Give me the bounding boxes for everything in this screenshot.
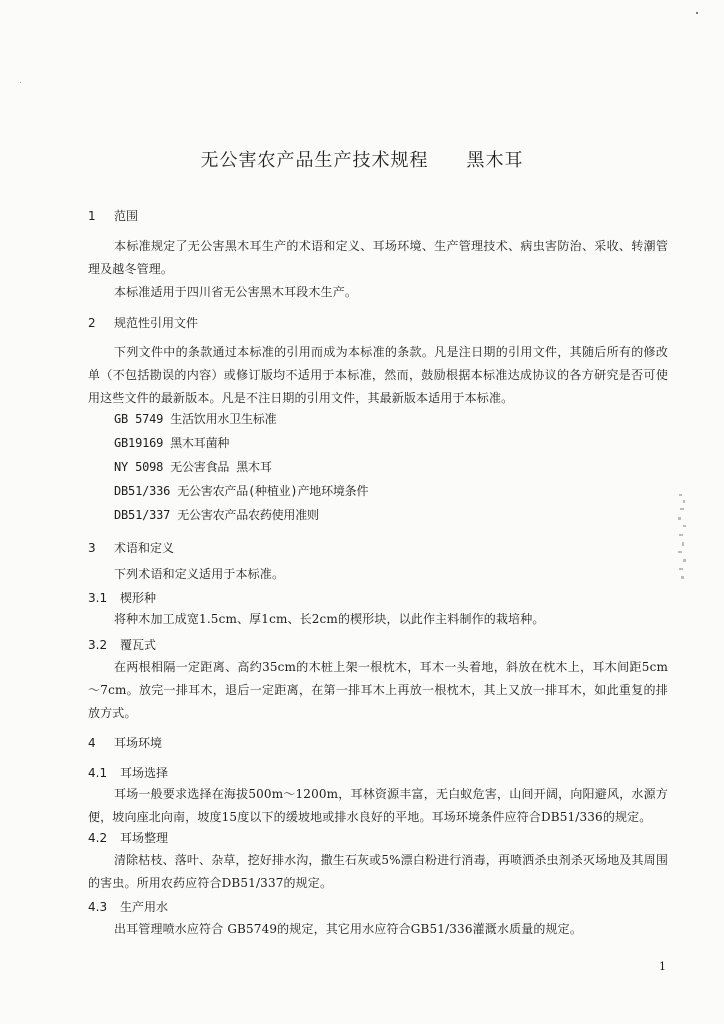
reference-item: DB51/336 无公害农产品(种植业)产地环境条件 [114,484,369,498]
subsection-number: 4.3 [88,900,108,914]
section-heading-1 [88,207,138,224]
section-number: 2 [88,316,96,330]
reference-item: DB51/337 无公害农产品农药使用准则 [114,508,319,522]
reference-item: NY 5098 无公害食品 黑木耳 [114,460,272,474]
section-1-paragraph-2: 本标准适用于四川省无公害黑木耳段木生产。 [114,285,358,299]
subsection-number: 4.2 [88,831,108,845]
section-1-paragraph-1: 本标准规定了无公害黑木耳生产的术语和定义、耳场环境、生产管理技术、病虫害防治、采收、转潮管理及越冬管理。 [88,239,668,276]
subsection-heading-3-1 [88,589,156,606]
subsection-4-3-paragraph: 出耳管理喷水应符合 GB5749的规定，其它用水应符合GB51/336灌溉水质量的规定。 [114,922,582,936]
section-title: 术语和定义 [114,541,175,555]
subsection-heading-4-2 [88,829,168,846]
subsection-title: 生产用水 [120,900,169,914]
section-3-paragraph-1: 下列术语和定义适用于本标准。 [114,567,285,581]
section-number: 4 [88,736,96,750]
section-title: 耳场环境 [114,736,163,750]
subsection-4-1-paragraph: 耳场一般要求选择在海拔500m～1200m，耳林资源丰富，无白蚁危害，山间开阔，向阳避风，水源方便，坡向座北向南，坡度15度以下的缓坡地或排水良好的平地。耳场环境条件应符合DB51/336的规定。 [88,787,668,824]
subsection-heading-3-2 [88,636,156,653]
reference-item: GB 5749 生活饮用水卫生标准 [114,412,277,426]
subsection-heading-4-3 [88,898,168,915]
section-2-paragraph-1: 下列文件中的条款通过本标准的引用而成为本标准的条款。凡是注日期的引用文件，其随后所有的修改单（不包括勘误的内容）或修订版均不适用于本标准，然而，鼓励根据本标准达成协议的各方研究是否可使用这些文件的最新版本。凡是不注日期的引用文件，其最新版本适用于本标准。 [88,345,668,405]
scan-speck [696,12,698,14]
section-title: 规范性引用文件 [114,316,199,330]
scan-noise-mark [677,490,689,585]
subsection-4-2-paragraph: 清除枯枝、落叶、杂草，挖好排水沟，撒生石灰或5%漂白粉进行消毒，再喷洒杀虫剂杀灭场地及其周围的害虫。所用农药应符合DB51/337的规定。 [88,853,668,890]
subsection-number: 3.1 [88,591,108,605]
subsection-title: 楔形种 [120,591,157,605]
section-heading-3 [88,539,174,556]
section-heading-4 [88,734,162,751]
section-number: 1 [88,209,96,223]
section-number: 3 [88,541,96,555]
subsection-heading-4-1 [88,764,168,781]
section-title: 范围 [114,209,139,223]
subsection-title: 耳场选择 [120,766,169,780]
reference-item: GB19169 黑木耳菌种 [114,436,230,450]
subsection-title: 覆瓦式 [120,638,157,652]
subsection-number: 4.1 [88,766,108,780]
page-number: 1 [659,960,666,973]
section-heading-2 [88,314,198,331]
subsection-3-2-paragraph: 在两根相隔一定距离、高约35cm的木桩上架一根枕木，耳木一头着地，斜放在枕木上，耳木间距5cm～7cm。放完一排耳木，退后一定距离，在第一排耳木上再放一根枕木，其上又放一排耳木，如此重复的排放方式。 [88,660,668,720]
subsection-3-1-paragraph: 将种木加工成宽1.5cm、厚1cm、长2cm的楔形块，以此作主料制作的栽培种。 [114,612,545,626]
subsection-title: 耳场整理 [120,831,169,845]
document-title: 无公害农产品生产技术规程 黑木耳 [200,150,524,171]
subsection-number: 3.2 [88,638,108,652]
scan-speck [20,82,21,83]
